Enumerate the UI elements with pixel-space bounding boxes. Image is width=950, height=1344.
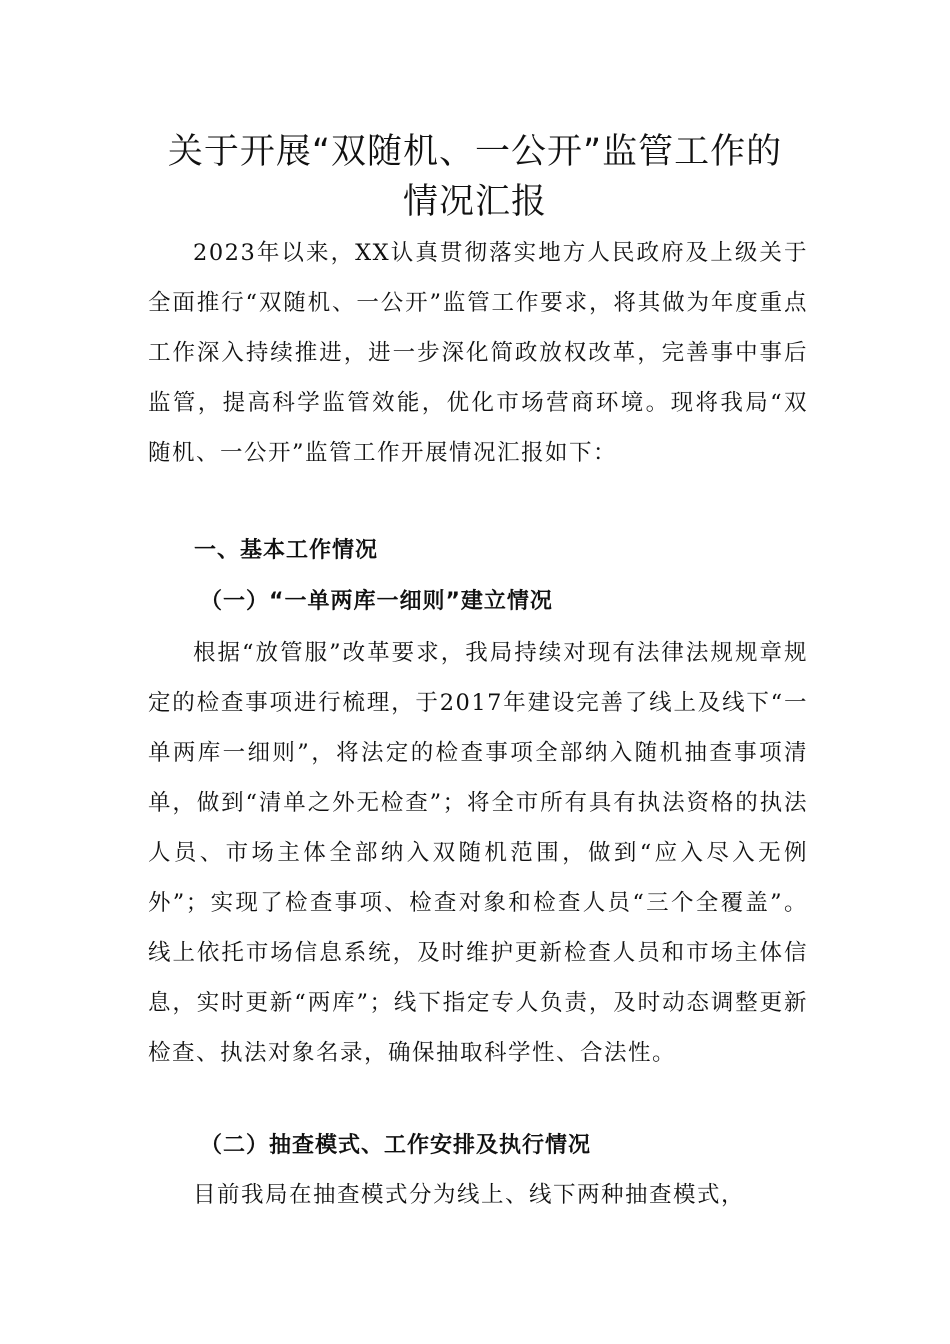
subsection-1-paragraph: 根据“放管服”改革要求，我局持续对现有法律法规规章规定的检查事项进行梳理，于2017年建设完善了线上及线下“一单两库一细则”，将法定的检查事项全部纳入随机抽查事项清单，做到“清单之外无检查”；将全市所有具有执法资格的执法人员、市场主体全部纳入双随机范围，做到“应入尽入无例外”；实现了检查事项、检查对象和检查人员“三个全覆盖”。线上依托市场信息系统，及时维护更新检查人员和市场主体信息，实时更新“两库”；线下指定专人负责，及时动态调整更新检查、执法对象名录，确保抽取科学性、合法性。 (148, 640, 808, 1066)
document-title-line-1: 关于开展“双随机、一公开”监管工作的 (167, 132, 783, 172)
subsection-1-heading: （一）“一单两库一细则”建立情况 (200, 589, 553, 614)
subsection-2-paragraph: 目前我局在抽查模式分为线上、线下两种抽查模式， (193, 1182, 746, 1208)
subsection-2-heading: （二）抽查模式、工作安排及执行情况 (200, 1133, 592, 1158)
document-title-line-2: 情况汇报 (402, 182, 547, 222)
intro-paragraph: 2023年以来，XX认真贯彻落实地方人民政府及上级关于全面推行“双随机、一公开”监管工作要求，将其做为年度重点工作深入持续推进，进一步深化简政放权改革，完善事中事后监管，提高科学监管效能，优化市场营商环境。现将我局“双随机、一公开”监管工作开展情况汇报如下： (148, 240, 808, 466)
section-1-heading: 一、基本工作情况 (194, 538, 379, 563)
